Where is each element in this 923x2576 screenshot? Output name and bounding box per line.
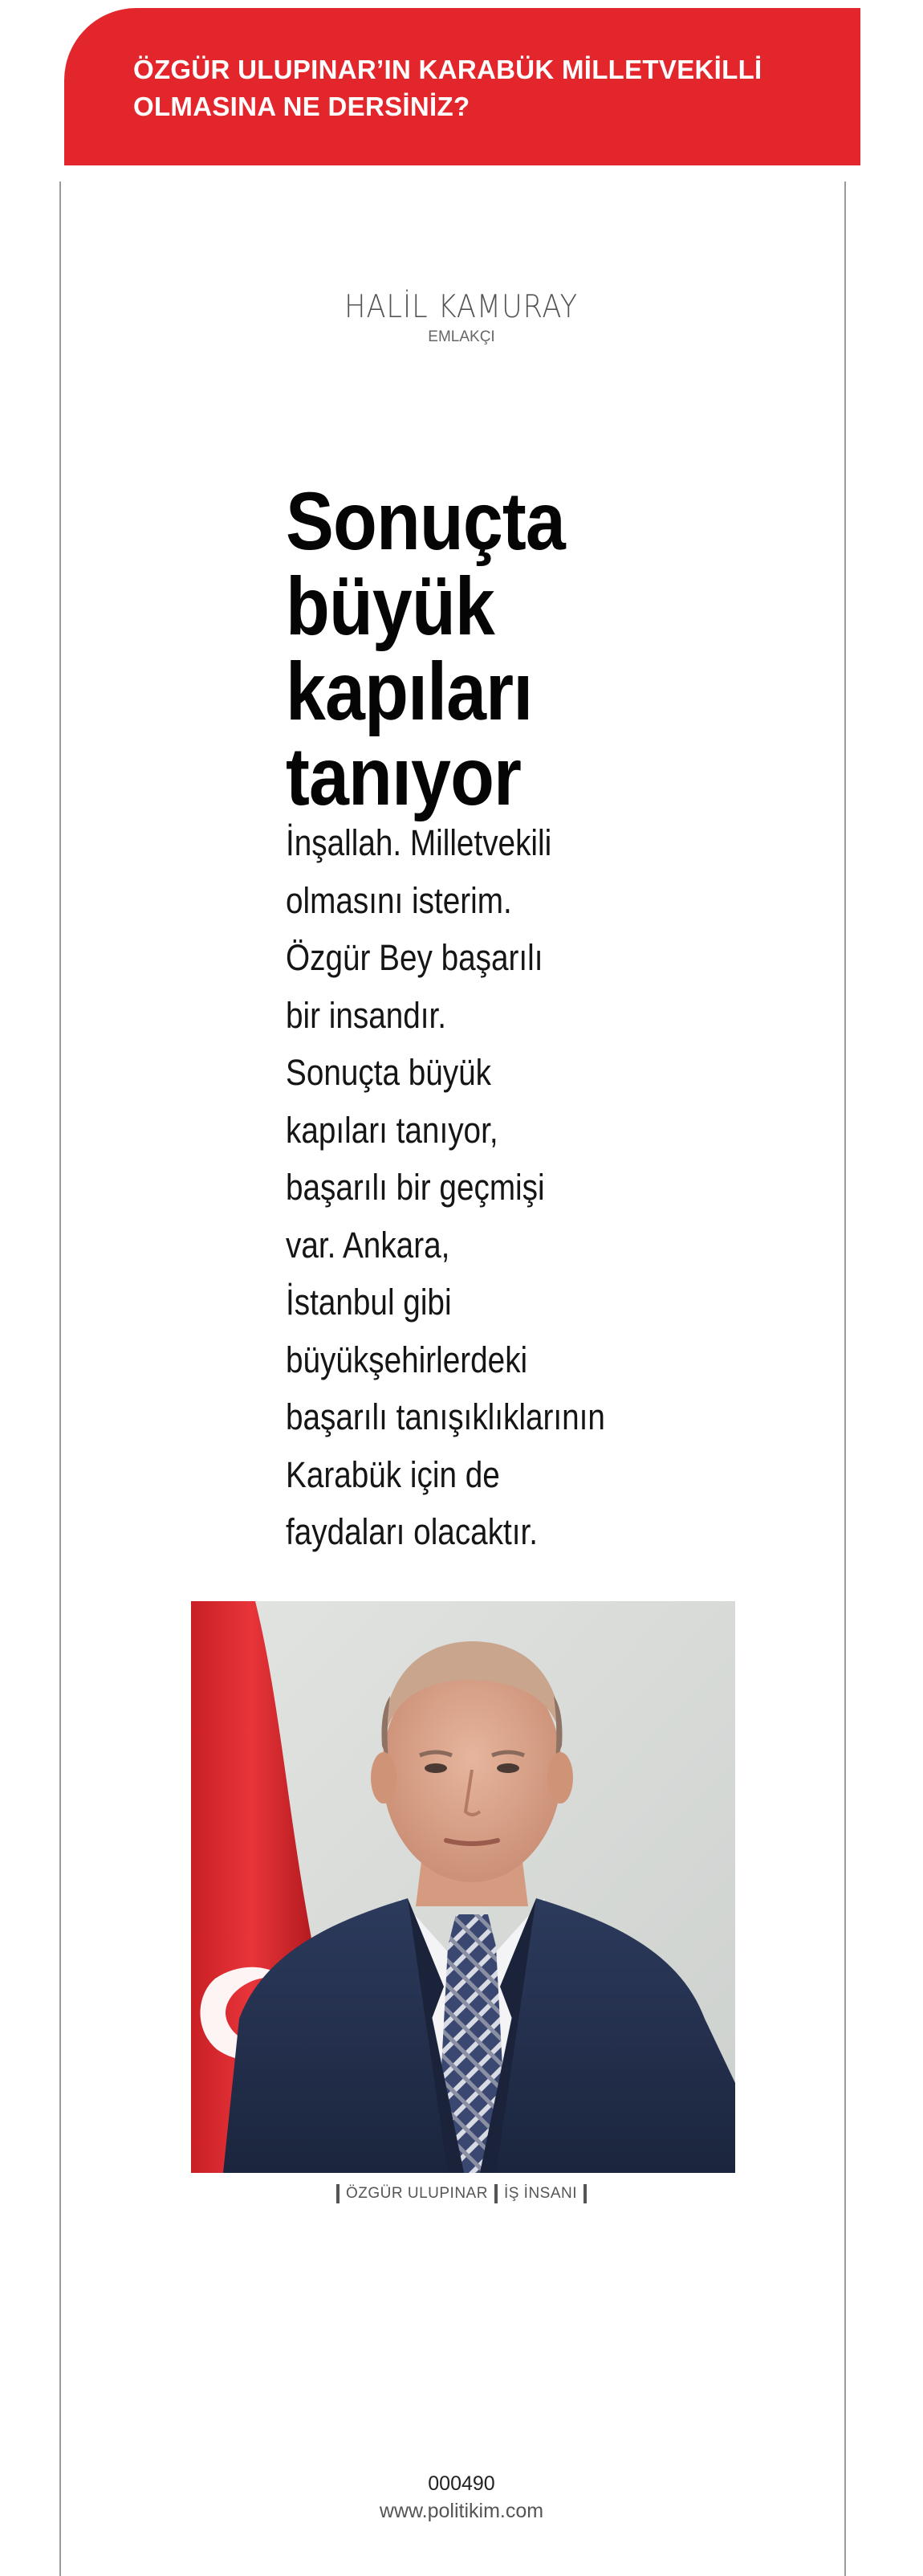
page-footer bbox=[0, 2470, 923, 2525]
caption-divider bbox=[336, 2184, 340, 2203]
body-line: bir insandır. bbox=[286, 994, 447, 1036]
caption-divider bbox=[494, 2184, 498, 2203]
caption-divider bbox=[583, 2184, 587, 2203]
article-headline: Sonuçta büyük kapıları tanıyor bbox=[286, 475, 565, 822]
author-block bbox=[0, 289, 923, 347]
body-line: Özgür Bey başarılı bbox=[286, 937, 543, 978]
body-line: kapıları tanıyor, bbox=[286, 1109, 498, 1151]
body-line: İnşallah. Milletvekili bbox=[286, 822, 552, 863]
article bbox=[286, 475, 735, 1561]
body-line: olmasını isterim. bbox=[286, 879, 512, 921]
page-code: 000490 bbox=[428, 2472, 495, 2495]
caption-person-role: İŞ İNSANI bbox=[503, 2185, 578, 2202]
caption-person-name: ÖZGÜR ULUPINAR bbox=[345, 2185, 488, 2202]
banner-question: ÖZGÜR ULUPINAR’IN KARABÜK MİLLETVEKİLLİ OLMASINA NE DERSİNİZ? bbox=[133, 55, 762, 121]
question-banner bbox=[64, 8, 860, 165]
body-line: başarılı bir geçmişi bbox=[286, 1167, 545, 1208]
body-line: var. Ankara, bbox=[286, 1224, 450, 1266]
body-line: İstanbul gibi bbox=[286, 1282, 452, 1323]
portrait-photo bbox=[191, 1601, 735, 2173]
body-line: faydaları olacaktır. bbox=[286, 1511, 539, 1552]
photo-caption bbox=[0, 2183, 923, 2205]
body-line: büyükşehirlerdeki bbox=[286, 1339, 528, 1380]
body-line: başarılı tanışıklıklarının bbox=[286, 1396, 605, 1437]
body-line: Sonuçta büyük bbox=[286, 1052, 492, 1093]
author-role: EMLAKÇI bbox=[428, 328, 495, 345]
body-line: Karabük için de bbox=[286, 1453, 500, 1495]
author-name: HALİL KAMURAY bbox=[344, 289, 579, 325]
article-body bbox=[286, 814, 631, 1561]
portrait-illustration bbox=[191, 1601, 735, 2173]
site-url: www.politikim.com bbox=[379, 2500, 544, 2522]
